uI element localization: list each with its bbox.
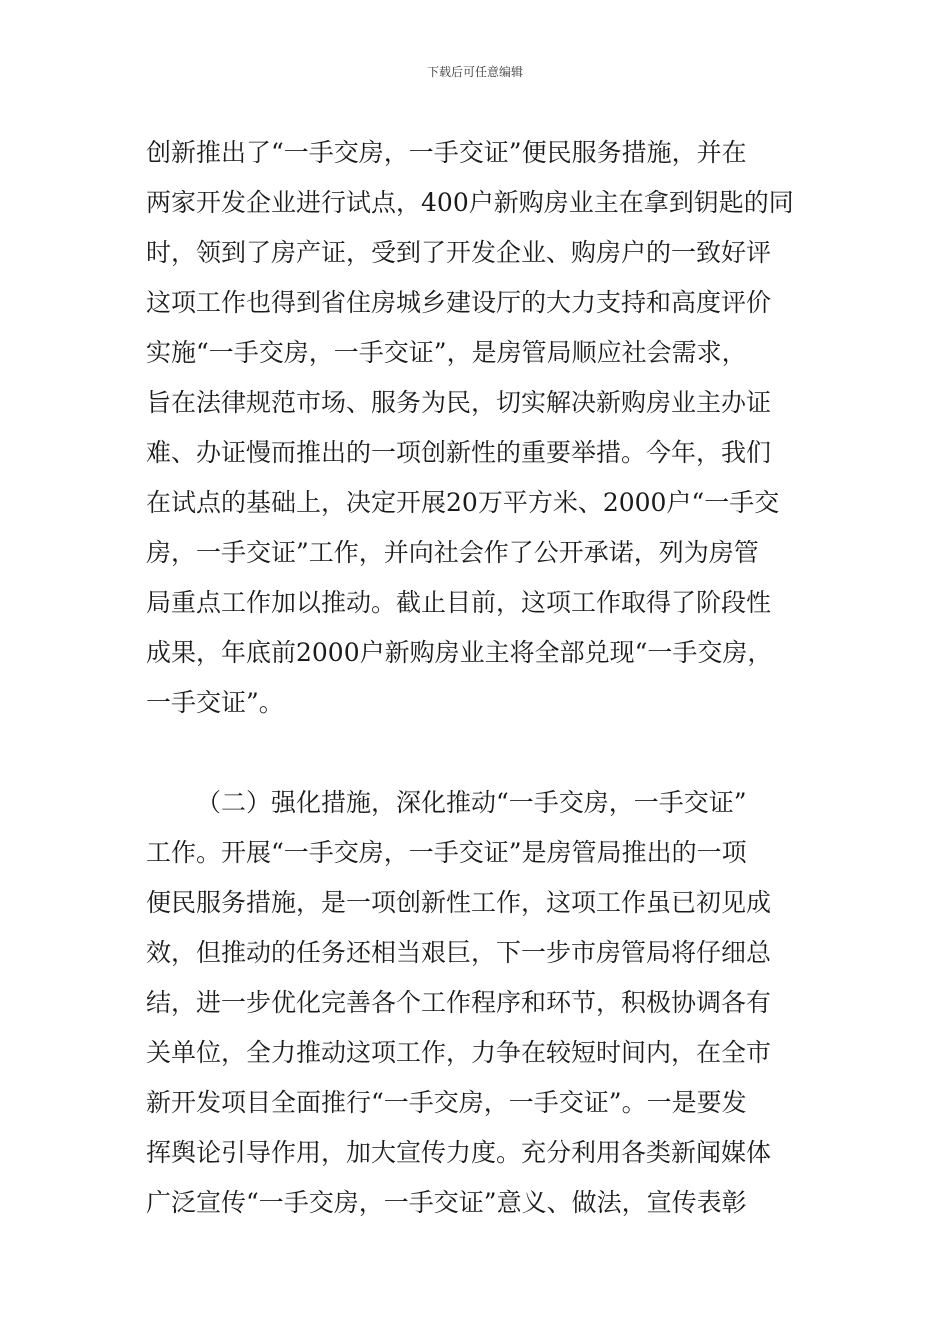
text-line: 难、办证慢而推出的一项创新性的重要举措。今年，我们	[146, 438, 772, 467]
page-header: 下载后可任意编辑	[426, 65, 523, 79]
text-line: 两家开发企业进行试点，400户新购房业主在拿到钥匙的同	[146, 188, 794, 217]
text-line: 挥舆论引导作用，加大宣传力度。充分利用各类新闻媒体	[146, 1138, 772, 1167]
section-heading-line: （二）强化措施，深化推动“一手交房，一手交证”	[196, 788, 747, 817]
paragraph-spacer	[146, 728, 816, 778]
text-line: 时，领到了房产证，受到了开发企业、购房户的一致好评	[146, 238, 772, 267]
text-line: 新开发项目全面推行“一手交房，一手交证”。一是要发	[146, 1088, 747, 1117]
text-line: 实施“一手交房，一手交证”，是房管局顺应社会需求，	[146, 338, 747, 367]
text-line: 关单位，全力推动这项工作，力争在较短时间内，在全市	[146, 1038, 772, 1067]
text-line: 广泛宣传“一手交房，一手交证”意义、做法，宣传表彰	[146, 1188, 747, 1217]
text-line: 成果，年底前2000户新购房业主将全部兑现“一手交房，	[146, 638, 773, 667]
text-line: 便民服务措施，是一项创新性工作，这项工作虽已初见成	[146, 888, 772, 917]
text-line: 效，但推动的任务还相当艰巨，下一步市房管局将仔细总	[146, 938, 772, 967]
document-body	[146, 128, 816, 1228]
text-line: 一手交证”。	[146, 688, 284, 717]
text-line: 旨在法律规范市场、服务为民，切实解决新购房业主办证	[146, 388, 772, 417]
paragraph-2	[146, 778, 816, 1228]
text-line: 创新推出了“一手交房，一手交证”便民服务措施，并在	[146, 138, 747, 167]
paragraph-1	[146, 128, 816, 728]
text-line: 工作。开展“一手交房，一手交证”是房管局推出的一项	[146, 838, 747, 867]
text-line: 房，一手交证”工作，并向社会作了公开承诺，列为房管	[146, 538, 759, 567]
text-line: 结，进一步优化完善各个工作程序和环节，积极协调各有	[146, 988, 772, 1017]
text-line: 在试点的基础上，决定开展20万平方米、2000户“一手交	[146, 488, 780, 517]
text-line: 局重点工作加以推动。截止目前，这项工作取得了阶段性	[146, 588, 772, 617]
text-line: 这项工作也得到省住房城乡建设厅的大力支持和高度评价	[146, 288, 772, 317]
